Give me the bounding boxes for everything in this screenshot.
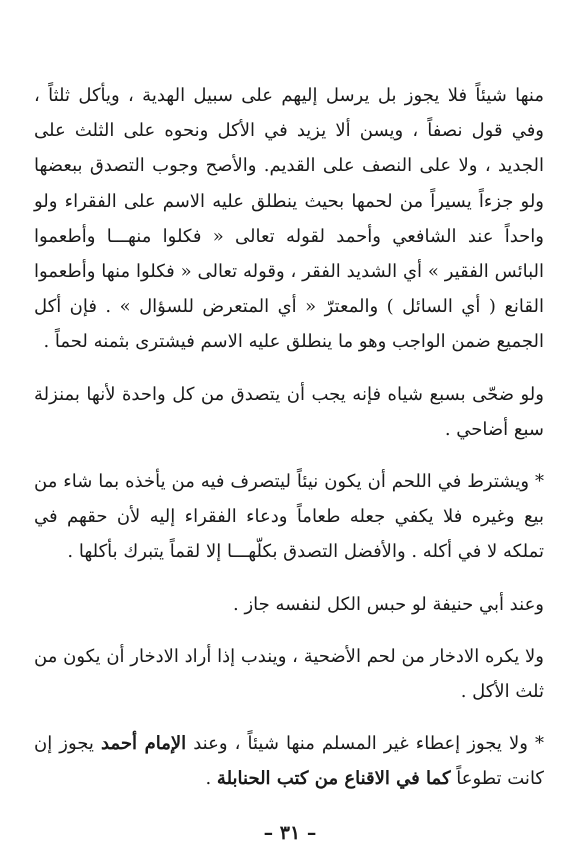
- paragraph-distribution: منها شيئاً فلا يجوز بل يرسل إليهم على سبيل الهدية ، ويأكل ثلثاً ، وفي قول نصفاً ، ويسن ألا يزيد في الأكل ونحوه على الثلث على الجديد ، ولا على النصف على القديم. والأصح وجوب التصدق ببعضها ولو جزءاً يسيراً من لحمها بحيث ينطلق عليه الاسم على الفقراء ولو واحداً عند الشافعي وأحمد لقوله تعالى « فكلوا منهـــا وأطعموا البائس الفقير » أي الشديد الفقر ، وقوله تعالى « فكلوا منها وأطعموا القانع ( أي السائل ) والمعترّ « أي المتعرض للسؤال » . فإن أكل الجميع ضمن الواجب وهو ما ينطلق عليه الاسم فيشترى بثمنه لحماً .: [34, 85, 544, 353]
- paragraph-non-muslim: [34, 726, 544, 796]
- page-number: – ٣١ –: [263, 822, 317, 844]
- non-muslim-text-1: * ولا يجوز إعطاء غير المسلم منها شيئاً ، وعند: [186, 733, 544, 755]
- non-muslim-text-end: .: [205, 768, 217, 790]
- paragraph-storing: ولا يكره الادخار من لحم الأضحية ، ويندب إذا أراد الادخار أن يكون من ثلث الأكل .: [34, 645, 544, 703]
- iqna-reference: كما في الاقناع من كتب الحنابلة: [216, 768, 451, 790]
- page-body: [34, 78, 544, 797]
- non-muslim-text-2: يجوز إن كانت تطوعاً: [34, 733, 544, 790]
- imam-ahmad-name: الإمام أحمد: [101, 733, 187, 755]
- paragraph-seven-sheep: ولو ضحّى بسبع شياه فإنه يجب أن يتصدق من كل واحدة لأنها بمنزلة سبع أضاحي .: [34, 383, 544, 440]
- paragraph-abu-hanifa: وعند أبي حنيفة لو حبس الكل لنفسه جاز .: [233, 593, 544, 615]
- paragraph-raw-meat: * ويشترط في اللحم أن يكون نيئاً ليتصرف فيه من يأخذه بما شاء من بيع وغيره فلا يكفي جعله طعاماً ودعاء الفقراء إليه لأن حقهم في تملكه لا في أكله . والأفضل التصدق بكلّهـــا إلا لقماً يتبرك بأكلها .: [34, 471, 544, 563]
